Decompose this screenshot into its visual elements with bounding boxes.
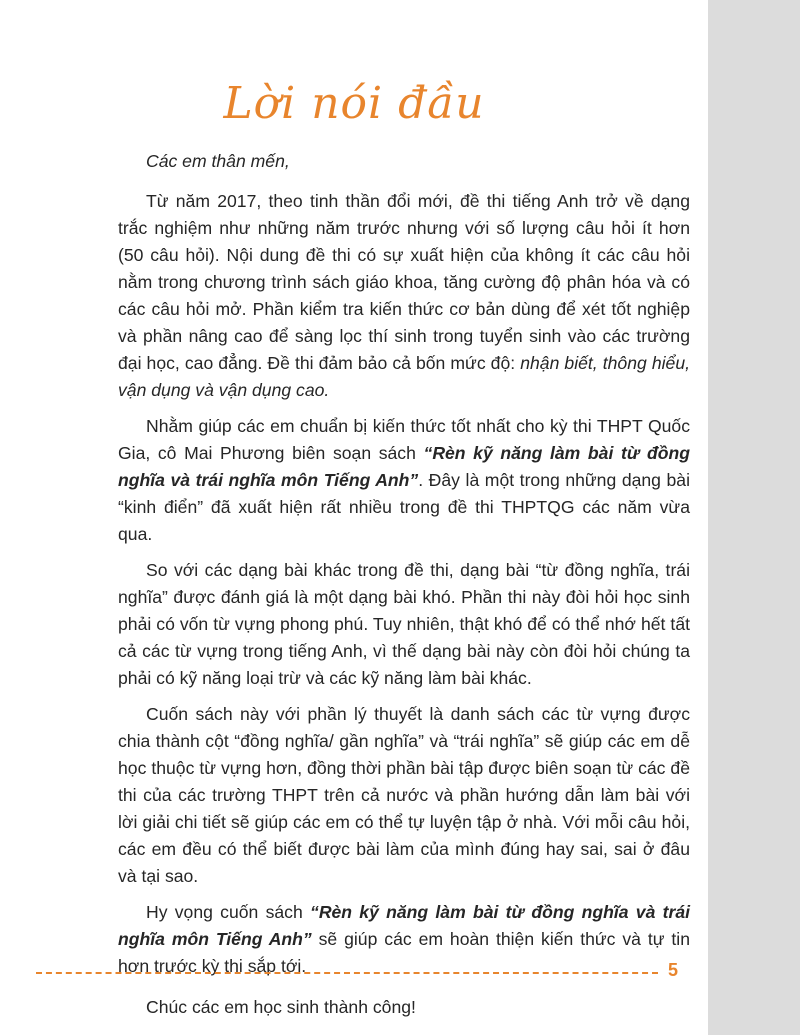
paragraph-5	[118, 899, 690, 980]
page-number: 5	[668, 960, 679, 980]
closing: Chúc các em học sinh thành công!	[146, 997, 416, 1017]
paragraph-1-levels: nhận biết, thông hiểu, vận dụng và vận dụng cao.	[118, 353, 690, 400]
paragraph-5-after: sẽ giúp các em hoàn thiện kiến thức và tự tin hơn trước kỳ thi sắp tới.	[118, 929, 691, 976]
paragraph-2	[118, 413, 690, 548]
paragraph-4: Cuốn sách này với phần lý thuyết là danh sách các từ vựng được chia thành cột “đồng nghĩa/ gần nghĩa” và “trái nghĩa” sẽ giúp các em dễ học thuộc từ vựng hơn, đồng thời phần bài tập được biên soạn từ các đề thi của các trường THPT trên cả nước và phần hướng dẫn làm bài với lời giải chi tiết sẽ giúp các em có thể tự luyện tập ở nhà. Với mỗi câu hỏi, các em đều có thể biết được bài làm của mình đúng hay sai, sai ở đâu và tại sao.	[118, 704, 690, 886]
greeting: Các em thân mến,	[146, 151, 290, 171]
paragraph-2-after: . Đây là một trong những dạng bài “kinh điển” đã xuất hiện rất nhiều trong đề thi THPTQG các năm vừa qua.	[118, 470, 690, 544]
paragraph-1	[118, 188, 690, 404]
body-text	[118, 148, 690, 1030]
book-title: “Rèn kỹ năng làm bài từ đồng nghĩa và trái nghĩa môn Tiếng Anh”	[118, 443, 690, 490]
book-title: “Rèn kỹ năng làm bài từ đồng nghĩa và trái nghĩa môn Tiếng Anh”	[118, 902, 690, 949]
paragraph-5-before: Hy vọng cuốn sách	[146, 902, 311, 922]
paragraph-3: So với các dạng bài khác trong đề thi, dạng bài “từ đồng nghĩa, trái nghĩa” được đánh giá là một dạng bài khó. Phần thi này đòi hỏi học sinh phải có vốn từ vựng phong phú. Tuy nhiên, thật khó để có thể nhớ hết tất cả các từ vựng trong tiếng Anh, vì thế dạng bài này còn đòi hỏi chúng ta phải có kỹ năng loại trừ và các kỹ năng làm bài khác.	[118, 560, 690, 688]
footer-divider	[36, 972, 658, 974]
page-title: Lời nói đầu	[223, 78, 485, 129]
paragraph-1-text: Từ năm 2017, theo tinh thần đổi mới, đề thi tiếng Anh trở về dạng trắc nghiệm như những năm trước nhưng với số lượng câu hỏi ít hơn (50 câu hỏi). Nội dung đề thi có sự xuất hiện của không ít các câu hỏi nằm trong chương trình sách giáo khoa, tăng cường độ phân hóa và có các câu hỏi mở. Phần kiểm tra kiến thức cơ bản dùng để xét tốt nghiệp và phần nâng cao để sàng lọc thí sinh trong tuyển sinh vào các trường đại học, cao đẳng. Đề thi đảm bảo cả bốn mức độ:	[118, 191, 690, 373]
side-band	[708, 0, 800, 1035]
paragraph-2-before: Nhằm giúp các em chuẩn bị kiến thức tốt nhất cho kỳ thi THPT Quốc Gia, cô Mai Phương biên soạn sách	[118, 416, 690, 463]
